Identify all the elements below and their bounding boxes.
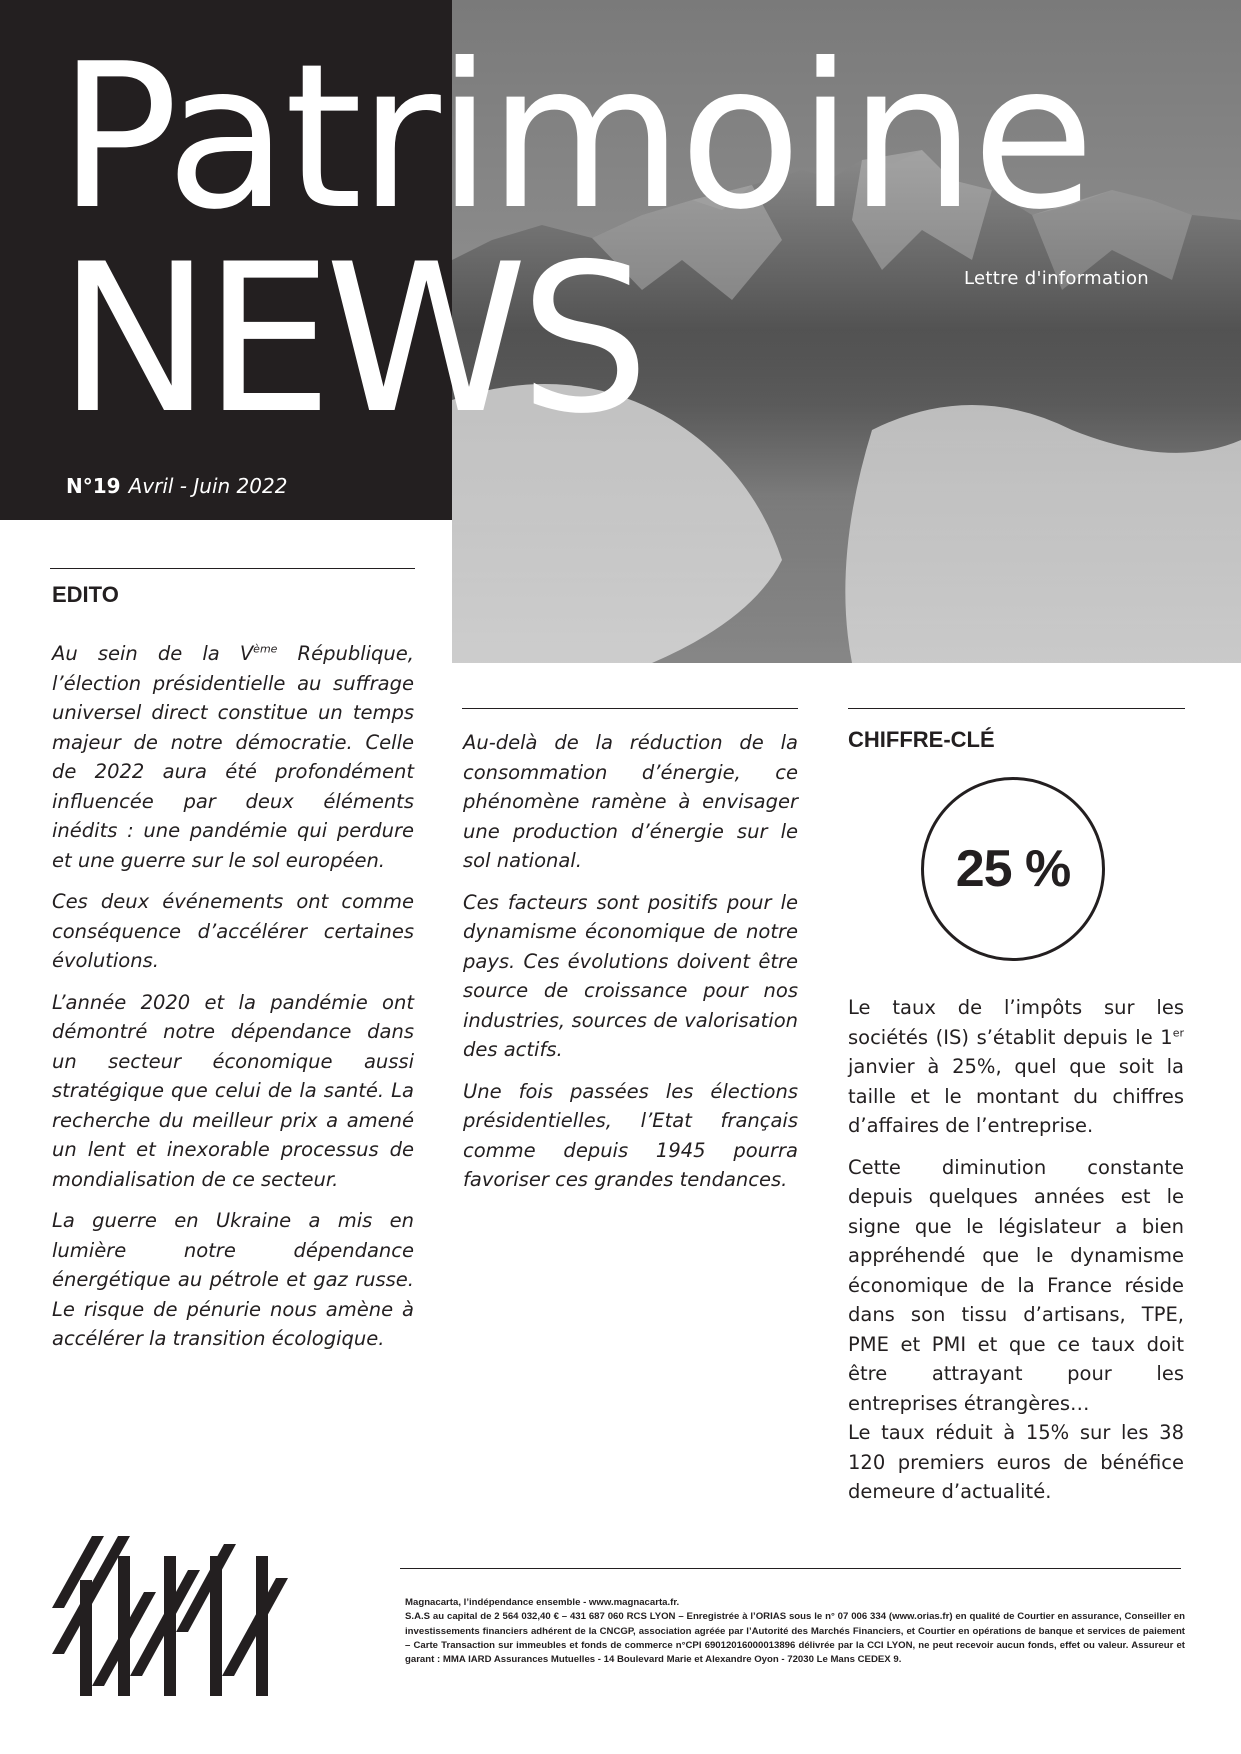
key-figure-column — [848, 993, 1184, 1519]
key-figure-heading: CHIFFRE-CLÉ — [848, 727, 995, 752]
middle-paragraph-1: Au-delà de la réduction de la consommation d’énergie, ce phénomène ramène à envisager une production d’énergie sur le sol national. — [463, 731, 798, 872]
masthead-subtitle: Lettre d'information — [964, 268, 1149, 289]
footer-line1: Magnacarta, l’indépendance ensemble - www.magnacarta.fr. — [405, 1597, 680, 1608]
key-figure-paragraph-1: Le taux de l’impôts sur les sociétés (IS) s’établit depuis le 1er janvier à 25%, quel que soit la taille et le montant du chiffres d’affaires de l’entreprise. — [848, 996, 1184, 1137]
edito-paragraph-4: La guerre en Ukraine a mis en lumière notre dépendance énergétique au pétrole et gaz russe. Le risque de pénurie nous amène à accélérer la transition écologique. — [52, 1209, 414, 1350]
footer-body: S.A.S au capital de 2 564 032,40 € – 431 687 060 RCS LYON – Enregistrée à l’ORIAS sous le n° 07 006 334 (www.orias.fr) en qualité de Courtier en assurance, Conseiller en investissements financiers adhérent de la CNCGP, association agréée par l’Autorité des Marchés Financiers, et Courtier en opérations de banque et services de paiement – Carte Transaction sur immeubles et fonds de commerce n°CPI 69012016000013896 délivrée par la CCI LYON, ne peut recevoir aucun fonds, effet ou valeur. Assureur et garant : MMA IARD Assurances Mutuelles - 14 Boulevard Marie et Alexandre Oyon - 72030 Le Mans CEDEX 9. — [405, 1611, 1185, 1666]
edito-column — [52, 639, 414, 1366]
issue-info — [66, 474, 287, 498]
edito-rule — [50, 568, 415, 569]
magnacarta-logo-icon — [52, 1536, 292, 1700]
masthead-title-line1: Patrimoine — [58, 21, 1091, 254]
key-figure-value: 25 % — [955, 840, 1071, 898]
edito-paragraph-2: Ces deux événements ont comme conséquence d’accélérer certaines évolutions. — [52, 890, 414, 972]
edito-paragraph-3: L’année 2020 et la pandémie ont démontré notre dépendance dans un secteur économique aussi stratégique que celui de la santé. La recherche du meilleur prix a amené un lent et inexorable processus de mondialisation de ce secteur. — [52, 990, 414, 1191]
middle-column — [463, 728, 798, 1207]
middle-paragraph-3: Une fois passées les élections présidentielles, l’Etat français comme depuis 1945 pourra favoriser ces grandes tendances. — [463, 1079, 798, 1191]
key-figure-rule — [848, 708, 1185, 709]
key-figure-paragraph-2: Cette diminution constante depuis quelques années est le signe que le législateur a bien appréhendé que le dynamisme économique de la France réside dans son tissu d’artisans, TPE, PME et PMI et que ce taux doit être attrayant pour les entreprises étrangères… — [848, 1155, 1184, 1415]
issue-date: Avril - Juin 2022 — [128, 474, 288, 498]
masthead-title-line2: NEWS — [58, 221, 642, 459]
middle-rule — [462, 708, 798, 709]
key-figure-paragraph-3: Le taux réduit à 15% sur les 38 120 premiers euros de bénéfice demeure d’actualité. — [848, 1421, 1184, 1503]
footer-rule — [400, 1568, 1181, 1569]
edito-heading: EDITO — [52, 582, 119, 607]
edito-paragraph-1: Au sein de la Vème République, l’élection présidentielle au suffrage universel direct constitue un temps majeur de notre démocratie. Celle de 2022 aura été profondément influencée par deux éléments inédits : une pandémie qui perdure et une guerre sur le sol européen. — [52, 642, 414, 872]
key-figure-circle — [921, 777, 1105, 961]
footer-legal — [405, 1596, 1185, 1667]
middle-paragraph-2: Ces facteurs sont positifs pour le dynamisme économique de notre pays. Ces évolutions doivent être source de croissance pour nos industries, sources de valorisation des actifs. — [463, 890, 798, 1061]
issue-number: N°19 — [66, 474, 121, 498]
